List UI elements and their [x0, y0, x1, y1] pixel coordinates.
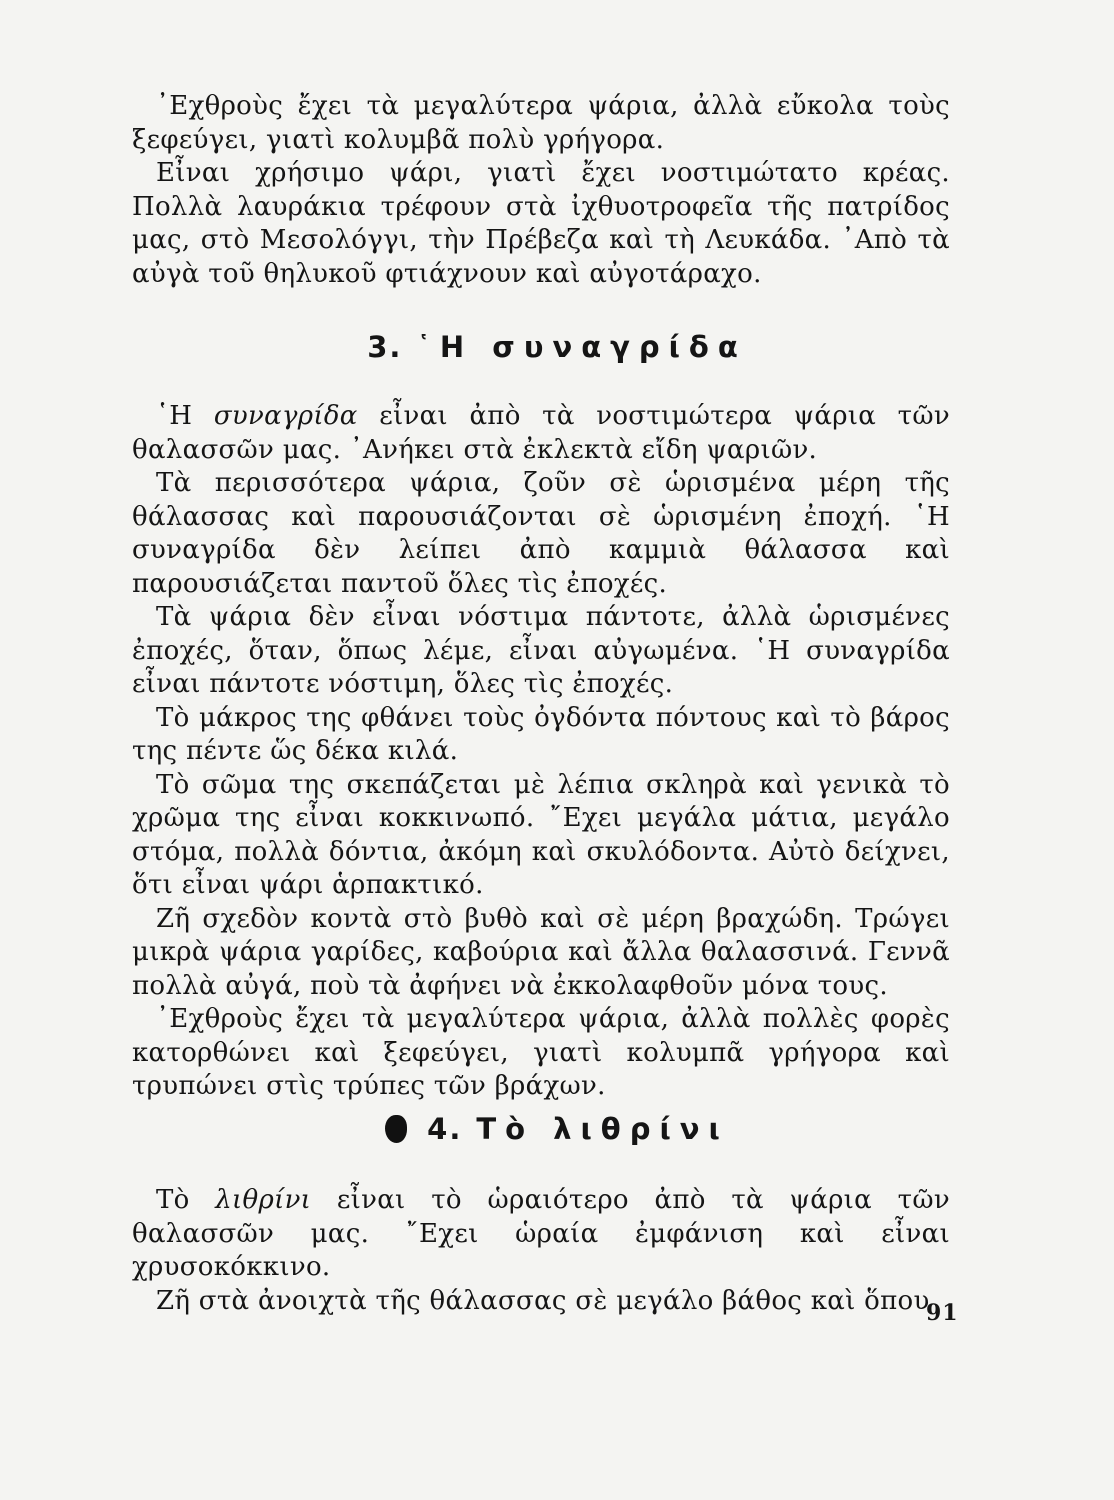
italic-term: συναγρίδα [213, 401, 358, 431]
section-number: 3. [367, 330, 403, 364]
section-heading-3 [0, 330, 1114, 364]
page-number: 91 [926, 1300, 959, 1326]
lead-word: ῾Η [156, 401, 193, 431]
paragraph [132, 1184, 950, 1285]
lead-word: Τὸ [156, 1185, 190, 1215]
paragraph-text: εἶναι τὸ ὡραιότερο ἀπὸ τὰ ψάρια τῶν θαλασσῶν μας. ῎Εχει ὡραία ἐμφάνιση καὶ εἶναι χρυσοκόκκινο. [132, 1185, 950, 1282]
section-4-text-block [132, 1184, 950, 1318]
section-title: ῾Η συναγρίδα [416, 330, 747, 364]
top-text-block [132, 90, 950, 291]
ink-blot-icon [385, 1115, 407, 1143]
section-3-text-block [132, 400, 950, 1104]
section-heading-4 [0, 1112, 1114, 1146]
paragraph: Ζῆ σχεδὸν κοντὰ στὸ βυθὸ καὶ σὲ μέρη βραχώδη. Τρώγει μικρὰ ψάρια γαρίδες, καβούρια καὶ ἄλλα θαλασσινά. Γεννᾶ πολλὰ αὐγά, ποὺ τὰ ἀφήνει νὰ ἐκκολαφθοῦν μόνα τους. [132, 903, 950, 1001]
italic-term: λιθρίνι [215, 1185, 312, 1215]
paragraph: Εἶναι χρήσιμο ψάρι, γιατὶ ἔχει νοστιμώτατο κρέας. Πολλὰ λαυράκια τρέφουν στὰ ἰχθυοτροφεῖα τῆς πατρίδος μας, στὸ Μεσολόγγι, τὴν Πρέβεζα καὶ τὴ Λευκάδα. ᾿Απὸ τὰ αὐγὰ τοῦ θηλυκοῦ φτιάχνουν καὶ αὐγοτάραχο. [132, 158, 950, 289]
paragraph: Τὸ μάκρος της φθάνει τοὺς ὀγδόντα πόντους καὶ τὸ βάρος της πέντε ὥς δέκα κιλά. [132, 702, 950, 766]
paragraph: Τὰ περισσότερα ψάρια, ζοῦν σὲ ὡρισμένα μέρη τῆς θάλασσας καὶ παρουσιάζονται σὲ ὡρισμένη ἐποχή. ῾Η συναγρίδα δὲν λείπει ἀπὸ καμμιὰ θάλασσα καὶ παρουσιάζεται παντοῦ ὅλες τὶς ἐποχές. [132, 468, 950, 599]
paragraph: Τὸ σῶμα της σκεπάζεται μὲ λέπια σκληρὰ καὶ γενικὰ τὸ χρῶμα της εἶναι κοκκινωπό. ῎Εχει μεγάλα μάτια, μεγάλο στόμα, πολλὰ δόντια, ἀκόμη καὶ σκυλόδοντα. Αὐτὸ δείχνει, ὅτι εἶναι ψάρι ἁρπακτικό. [132, 769, 950, 900]
paragraph: Τὰ ψάρια δὲν εἶναι νόστιμα πάντοτε, ἀλλὰ ὡρισμένες ἐποχές, ὅταν, ὅπως λέμε, εἶναι αὐγωμένα. ῾Η συναγρίδα εἶναι πάντοτε νόστιμη, ὅλες τὶς ἐποχές. [132, 602, 950, 699]
paragraph [132, 400, 950, 467]
paragraph-text: εἶναι ἀπὸ τὰ νοστιμώτερα ψάρια τῶν θαλασσῶν μας. ᾿Ανήκει στὰ ἐκλεκτὰ εἴδη ψαριῶν. [132, 401, 950, 465]
paragraph: ᾿Εχθροὺς ἔχει τὰ μεγαλύτερα ψάρια, ἀλλὰ πολλὲς φορὲς κατορθώνει καὶ ξεφεύγει, γιατὶ κολυμπᾶ γρήγορα καὶ τρυπώνει στὶς τρύπες τῶν βράχων. [132, 1004, 950, 1101]
paragraph: ᾿Εχθροὺς ἔχει τὰ μεγαλύτερα ψάρια, ἀλλὰ εὔκολα τοὺς ξεφεύγει, γιατὶ κολυμβᾶ πολὺ γρήγορα. [132, 91, 950, 155]
paragraph: Ζῆ στὰ ἀνοιχτὰ τῆς θάλασσας σὲ μεγάλο βάθος καὶ ὅπου [156, 1285, 930, 1316]
section-title: Τὸ λιθρίνι [476, 1112, 729, 1146]
section-number: 4. [427, 1112, 463, 1146]
